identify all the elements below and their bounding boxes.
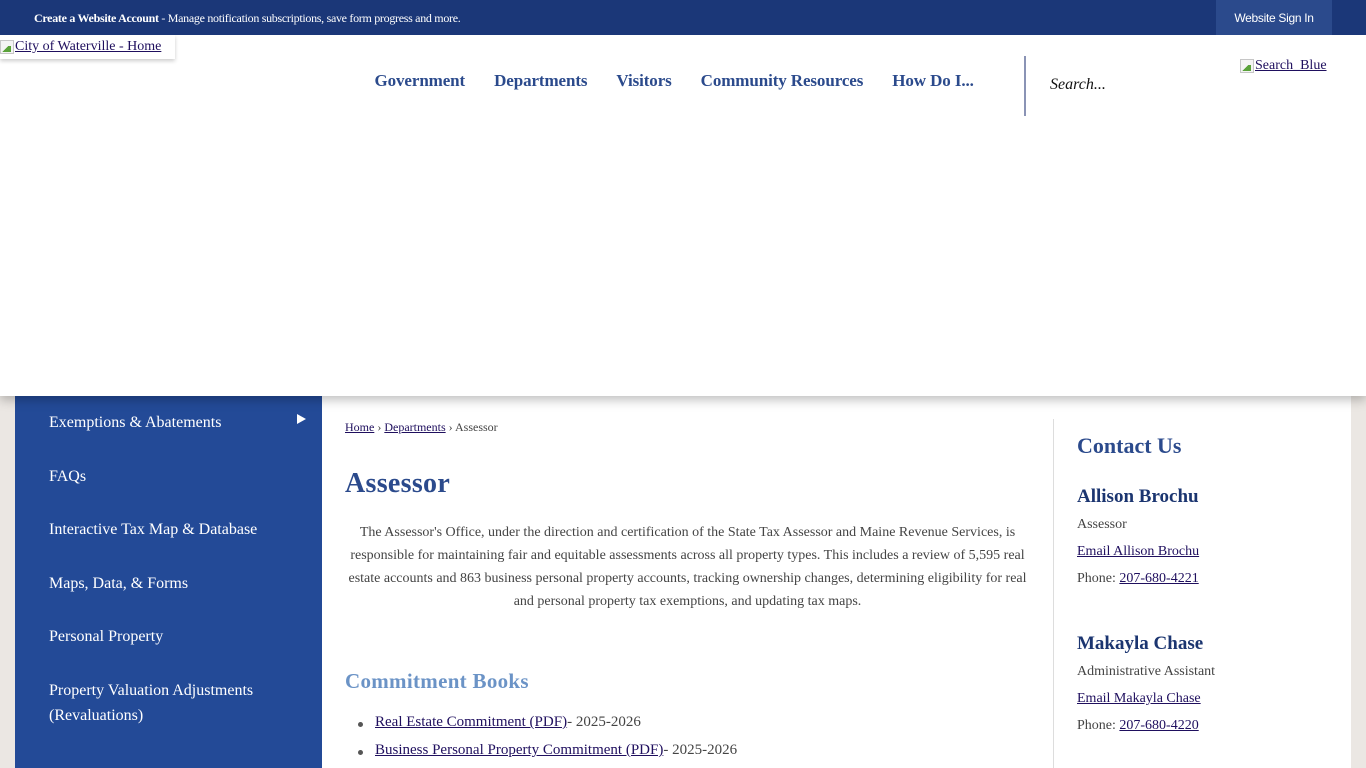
page-title: Assessor bbox=[345, 468, 451, 499]
logo-image-icon bbox=[0, 40, 14, 54]
create-account-description: - Manage notification subscriptions, save form progress and more. bbox=[158, 11, 461, 25]
sidebar-item-label: Property Valuation Adjustments (Revaluations) bbox=[49, 682, 254, 724]
page-container bbox=[15, 396, 1351, 768]
list-item-year: - 2025-2026 bbox=[663, 742, 738, 758]
sidebar-item-maps-data-forms[interactable] bbox=[49, 571, 299, 596]
main-content bbox=[345, 396, 1030, 768]
contact-phone-label: Phone: bbox=[1077, 718, 1120, 733]
sidebar-nav bbox=[15, 396, 322, 768]
contact-phone-link[interactable]: 207-680-4221 bbox=[1119, 571, 1199, 586]
commitment-books-heading: Commitment Books bbox=[345, 669, 529, 693]
sidebar-item-label: Personal Property bbox=[49, 628, 164, 645]
contact-us-heading: Contact Us bbox=[1077, 433, 1182, 458]
nav-government[interactable]: Government bbox=[374, 71, 466, 90]
commitment-books-list bbox=[358, 714, 737, 768]
list-item bbox=[358, 714, 737, 742]
top-account-bar bbox=[0, 0, 1366, 35]
home-logo-link[interactable] bbox=[0, 35, 175, 59]
website-sign-in-button[interactable]: Website Sign In bbox=[1216, 0, 1332, 35]
real-estate-commitment-link[interactable]: Real Estate Commitment (PDF) bbox=[375, 714, 568, 730]
create-account-link[interactable]: Create a Website Account bbox=[34, 11, 159, 25]
nav-how-do-i[interactable]: How Do I... bbox=[892, 71, 974, 90]
search-icon bbox=[1240, 59, 1254, 73]
sidebar-item-interactive-tax-map[interactable] bbox=[49, 517, 299, 542]
list-item bbox=[358, 742, 737, 768]
sidebar-item-exemptions-abatements[interactable] bbox=[49, 410, 299, 435]
business-personal-property-commitment-link[interactable]: Business Personal Property Commitment (PDF) bbox=[375, 742, 664, 758]
submenu-arrow-icon[interactable] bbox=[297, 414, 306, 424]
contact-phone-label: Phone: bbox=[1077, 571, 1120, 586]
contact-phone bbox=[1077, 570, 1199, 597]
logo-alt-text: City of Waterville - Home bbox=[15, 39, 162, 54]
nav-search-divider bbox=[1024, 56, 1026, 116]
contact-email-link[interactable]: Email Makayla Chase bbox=[1077, 691, 1201, 706]
breadcrumb bbox=[345, 420, 498, 435]
contact-us-panel bbox=[1053, 419, 1351, 768]
search-button[interactable] bbox=[1240, 58, 1327, 74]
contact-name: Makayla Chase bbox=[1077, 633, 1204, 654]
breadcrumb-home[interactable]: Home bbox=[345, 420, 375, 434]
contact-name: Allison Brochu bbox=[1077, 486, 1199, 507]
nav-departments[interactable]: Departments bbox=[494, 71, 588, 90]
contact-role: Administrative Assistant bbox=[1077, 664, 1216, 679]
sidebar-item-label: Maps, Data, & Forms bbox=[49, 575, 189, 592]
contact-phone-link[interactable]: 207-680-4220 bbox=[1119, 718, 1199, 733]
nav-community-resources[interactable]: Community Resources bbox=[700, 71, 864, 90]
nav-visitors[interactable]: Visitors bbox=[616, 71, 672, 90]
breadcrumb-departments[interactable]: Departments bbox=[384, 420, 446, 434]
sidebar-item-label: Exemptions & Abatements bbox=[49, 414, 222, 431]
main-navigation bbox=[360, 71, 988, 97]
contact-phone bbox=[1077, 717, 1215, 744]
site-header bbox=[0, 35, 1366, 396]
sidebar-item-personal-property[interactable] bbox=[49, 624, 299, 649]
sidebar-item-label: Interactive Tax Map & Database bbox=[49, 521, 258, 538]
intro-paragraph: The Assessor's Office, under the direction and certification of the State Tax Assessor and Maine Revenue Services, is responsible for maintaining fair and equitable assessments across all property types. This includes a review of 5,595 real estate accounts and 863 business personal property accounts, tracking ownership changes, determining eligibility for real and personal property tax exemptions, and updating tax maps. bbox=[348, 525, 1027, 609]
contact-card bbox=[1077, 486, 1199, 597]
sidebar-item-property-valuation-adjustments[interactable] bbox=[49, 678, 299, 728]
breadcrumb-separator: › bbox=[448, 420, 453, 434]
contact-card bbox=[1077, 633, 1215, 744]
sidebar-item-faqs[interactable] bbox=[49, 464, 299, 489]
contact-role: Assessor bbox=[1077, 517, 1127, 532]
search-button-alt-text: Search_Blue bbox=[1255, 58, 1327, 73]
sidebar-item-label: FAQs bbox=[49, 468, 87, 485]
breadcrumb-current: Assessor bbox=[454, 420, 498, 434]
breadcrumb-separator: › bbox=[377, 420, 382, 434]
search-input[interactable] bbox=[1040, 73, 1220, 97]
contact-email-link[interactable]: Email Allison Brochu bbox=[1077, 544, 1200, 559]
create-account-banner[interactable] bbox=[34, 11, 460, 26]
list-item-year: - 2025-2026 bbox=[567, 714, 641, 730]
